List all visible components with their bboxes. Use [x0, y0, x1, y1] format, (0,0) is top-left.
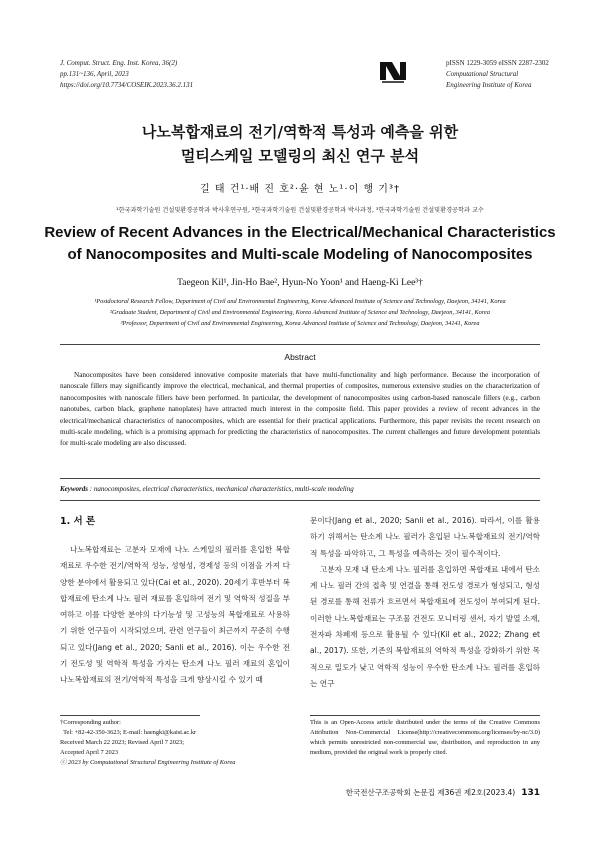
right-paragraph-2: 고분자 모재 내 탄소계 나노 필러를 혼입하면 복합재료 내에서 탄소계 나노 필러 간의 접촉 및 연결을 통해 전도성 경로가 형성되고, 형성된 경로를 통해 전류가 흐르면서 복합재료에 전도성이 부여되게 된다. 이러한 나노복합재료는 구조물 건전도 모니터링 센서, 자기 발열 소재, 전자파 차폐재 등으로 활용될 수 있다(Kil et al., 2022; Zhang et al., 2017). 또한, 기존의 복합재료의 역학적 특성을 강화하기 위한 목적으로 밀도가 낮고 역학적 성능이 우수한 탄소계 나노 필러를 혼입하는 연구: [310, 564, 540, 688]
affiliations-english: [60, 296, 540, 329]
page-number: 131: [521, 788, 540, 798]
title-english-line-1: Review of Recent Advances in the Electrical/Mechanical Characteristics: [44, 224, 556, 241]
fn-line-4: Accepted April 7 2023: [60, 749, 119, 756]
body-column-left: 나노복합재료는 고분자 모재에 나노 스케일의 필러를 혼입한 복합재료로 우수한 전기/역학적 성능, 성형성, 경제성 등의 이점을 가져 다양한 분야에서 활용되고 있다(Cai et al., 2020). 20세기 후반부터 복합재료에 탄소계 나노 필러 재료를 혼입하여 전기 및 역학적 성질을 부여하고 이를 다양한 분야의 다기능성 및 고성능의 복합재료로 사용하기 위한 연구들이 시작되었으며, 관련 연구들이 최근까지 꾸준히 수행되고 있다(Jang et al., 2020; Sanli et al., 2016). 이는 우수한 전기 전도성 및 역학적 특성을 가지는 탄소계 나노 필러 재료의 혼입이 나노복합재료의 전기/역학적 특성을 크게 향상시킬 수 있기 때: [60, 545, 290, 685]
abstract-top-rule: [60, 344, 540, 345]
affiliations-korean: ¹한국과학기술원 건설및환경공학과 박사후연구원, ²한국과학기술원 건설및환경공학과 박사과정, ³한국과학기술원 건설및환경공학과 교수: [116, 207, 484, 214]
page-footer: [340, 787, 540, 798]
authors-korean: 길 태 건¹·배 진 호²·윤 현 노¹·이 행 기³†: [200, 184, 400, 195]
journal-issn-block: [446, 58, 549, 91]
footnote-rule-left: [60, 715, 200, 716]
affiliation-2: ²Graduate Student, Department of Civil and Environmental Engineering, Korea Advanced Institute of Science and Technology, Daejeon, 34141, Korea: [110, 309, 490, 316]
section-title: 1. 서 론: [60, 516, 96, 527]
section-rule: [60, 500, 540, 501]
footer-journal: 한국전산구조공학회 논문집 제36권 제2호(2023.4): [345, 788, 516, 797]
fn-line-1: †Corresponding author:: [60, 719, 121, 726]
abstract-bottom-rule: [60, 478, 540, 479]
org-line-2: Engineering Institute of Korea: [446, 81, 532, 89]
doi-link[interactable]: https://doi.org/10.7734/COSEIK.2023.36.2.131: [60, 81, 194, 89]
title-korean-line-2: 멀티스케일 모델링의 최신 연구 분석: [180, 147, 420, 165]
title-english-line-2: of Nanocomposites and Multi-scale Modeling of Nanocomposites: [67, 246, 533, 263]
abstract-heading: Abstract: [284, 352, 316, 362]
journal-logo: [378, 58, 408, 84]
license-footnote: This is an Open-Access article distributed under the terms of the Creative Commons Attribution Non-Commercial License(http://creativecommons.org/licenses/by-nc/3.0) which permits unrestricted non-commercial use, distribution, and reproduction in any medium, provided the original work is properly cited.: [310, 719, 540, 756]
citation-line-2: pp.131~136, April, 2023: [60, 70, 129, 78]
keywords-line: [60, 485, 540, 493]
abstract-text: Nanocomposites have been considered innovative composite materials that have multi-functionality and high performance. Because the incorporation of nanoscale fillers may significantly improve the electrical, mechanical, and thermal properties of composites, numerous extensive studies on the characterization of nanocomposites with nanoscale fillers have been performed. In particular, the development of nanocomposites using carbon-based nanoscale fillers (e.g., carbon nanotubes, carbon black, graphene nanoplates) have attracted much interest in the composite field. This paper provides a review of recent advances in the electrical/mechanical characteristics of nanocomposites, which are essential for their practical applications. Furthermore, this paper revisits the recent research on multi-scale modeling, which is a promising approach for predicting the characteristics of nanocomposites. The current challenges and future development potentials for multi-scale modeling are also discussed.: [60, 371, 540, 448]
footnote-rule-right: [310, 715, 540, 716]
fn-line-5: ⓒ 2023 by Computational Structural Engineering Institute of Korea: [60, 759, 236, 766]
citation-line-1: J. Comput. Struct. Eng. Inst. Korea, 36(2): [60, 59, 178, 67]
issn-text: pISSN 1229-3059 eISSN 2287-2302: [446, 59, 549, 67]
keywords-value: : nanocomposites, electrical characteristics, mechanical characteristics, multi-scale modeling: [89, 485, 354, 493]
title-korean-line-1: 나노복합재료의 전기/역학적 특성과 예측을 위한: [141, 123, 459, 141]
right-paragraph-1: 문이다(Jang et al., 2020; Sanli et al., 2016). 따라서, 이를 활용하기 위해서는 탄소계 나노 필러가 혼입된 나노복합재료의 전기/역학적 특성을 파악하고, 그 특성을 예측하는 것이 필수적이다.: [310, 516, 540, 558]
authors-english: Taegeon Kil¹, Jin-Ho Bae², Hyun-No Yoon¹ and Haeng-Ki Lee³†: [177, 278, 423, 288]
affiliation-1: ¹Postdoctoral Research Fellow, Department of Civil and Environmental Engineering, Korea Advanced Institute of Science and Technology, Daejeon, 34141, Korea: [94, 298, 506, 305]
fn-line-3: Received March 22 2023; Revised April 7 2023;: [60, 739, 185, 746]
title-korean: [0, 120, 600, 168]
journal-citation: [60, 58, 193, 91]
fn-line-2: Tel: +82-42-350-3623; E-mail: haengki@kaist.ac.kr: [60, 729, 197, 736]
affiliation-3: ³Professor, Department of Civil and Environmental Engineering, Korea Advanced Institute of Science and Technology, Daejeon, 34141, Korea: [120, 320, 480, 327]
title-english: [0, 222, 600, 266]
corresponding-footnote: [60, 718, 300, 768]
org-line-1: Computational Structural: [446, 70, 519, 78]
keywords-label: Keywords: [60, 485, 88, 493]
body-column-right: [310, 513, 540, 692]
